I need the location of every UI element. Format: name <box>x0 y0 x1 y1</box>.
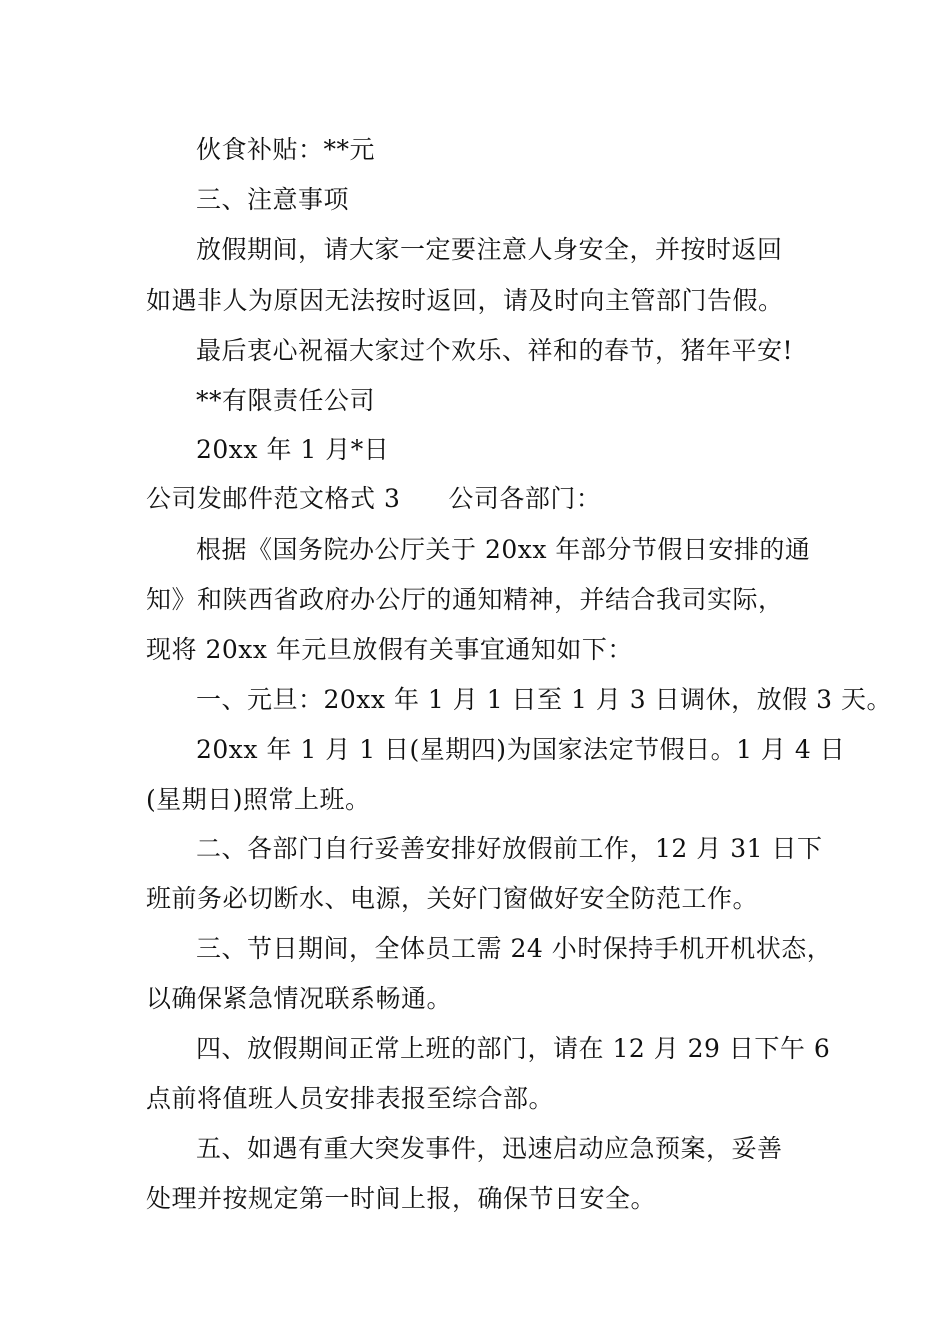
section-heading <box>146 483 601 515</box>
text-line: 三、节日期间，全体员工需 24 小时保持手机开机状态， <box>196 934 833 963</box>
text-line: **有限责任公司 <box>196 386 376 415</box>
text-line: 三、注意事项 <box>196 185 350 214</box>
text-line: 伙食补贴：**元 <box>196 135 376 164</box>
text-line: 二、各部门自行妥善安排好放假前工作，12 月 31 日下 <box>196 834 823 863</box>
text-line: (星期日)照常上班。 <box>146 785 371 814</box>
date-line: 20xx 年 1 月*日 <box>196 435 390 464</box>
text-line: 点前将值班人员安排表报至综合部。 <box>146 1084 555 1113</box>
text-line: 放假期间，请大家一定要注意人身安全，并按时返回 <box>196 235 783 264</box>
text-line: 一、元旦：20xx 年 1 月 1 日至 1 月 3 日调休，放假 3 天。 <box>196 685 892 714</box>
text-line: 班前务必切断水、电源，关好门窗做好安全防范工作。 <box>146 884 759 913</box>
text-line: 根据《国务院办公厅关于 20xx 年部分节假日安排的通 <box>196 535 811 564</box>
text-line: 最后衷心祝福大家过个欢乐、祥和的春节，猪年平安! <box>196 336 794 365</box>
text-line: 20xx 年 1 月 1 日(星期四)为国家法定节假日。1 月 4 日 <box>196 735 846 764</box>
text-line: 知》和陕西省政府办公厅的通知精神，并结合我司实际， <box>146 585 784 614</box>
text-line: 如遇非人为原因无法按时返回，请及时向主管部门告假。 <box>146 286 784 315</box>
text-line: 现将 20xx 年元旦放假有关事宜通知如下： <box>146 635 633 664</box>
section-title: 公司发邮件范文格式 3 <box>146 484 401 513</box>
text-line: 五、如遇有重大突发事件，迅速启动应急预案，妥善 <box>196 1134 783 1163</box>
salutation: 公司各部门： <box>448 484 602 513</box>
text-line: 以确保紧急情况联系畅通。 <box>146 984 453 1013</box>
text-line: 处理并按规定第一时间上报，确保节日安全。 <box>146 1184 657 1213</box>
text-line: 四、放假期间正常上班的部门，请在 12 月 29 日下午 6 <box>196 1034 831 1063</box>
